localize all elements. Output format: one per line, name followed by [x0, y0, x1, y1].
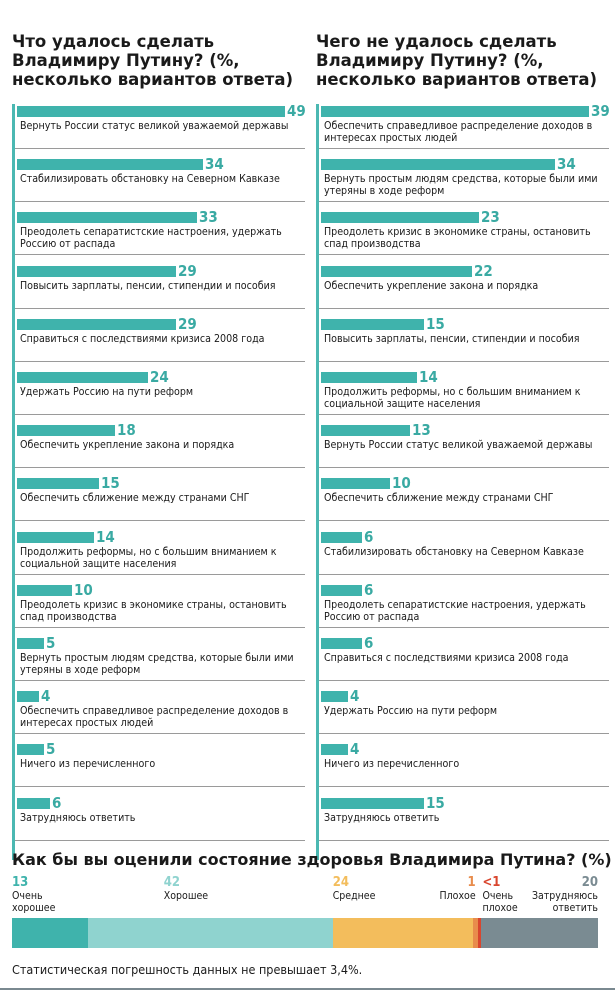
left-item	[15, 527, 307, 584]
left-bar	[17, 266, 176, 277]
health-value-label: 13	[12, 875, 29, 890]
left-item	[15, 261, 307, 318]
right-value-label: 10	[392, 474, 411, 493]
right-bar	[321, 212, 479, 223]
row-divider	[319, 148, 609, 149]
row-divider	[319, 786, 609, 787]
left-bar	[17, 372, 148, 383]
right-bar	[321, 478, 390, 489]
row-divider	[319, 201, 609, 202]
row-divider	[319, 361, 609, 362]
row-divider	[319, 680, 609, 681]
health-category-label: Очень хорошее	[12, 890, 56, 914]
left-value-label: 15	[101, 474, 120, 493]
row-divider	[15, 414, 305, 415]
right-category-label: Обеспечить сближение между странами СНГ	[324, 492, 554, 505]
right-category-label: Обеспечить укрепление закона и порядка	[324, 279, 539, 292]
health-segment	[333, 918, 473, 948]
right-bar	[321, 372, 417, 383]
bottom-divider	[0, 988, 615, 990]
footnote: Статистическая погрешность данных не превышает 3,4%.	[12, 962, 363, 977]
left-bar	[17, 798, 50, 809]
right-value-label: 23	[481, 208, 500, 227]
right-bar	[321, 266, 472, 277]
right-item	[319, 793, 611, 850]
right-value-label: 6	[364, 527, 374, 546]
right-item	[319, 261, 611, 318]
left-value-label: 14	[96, 527, 115, 546]
left-bar	[17, 425, 115, 436]
right-value-label: 6	[364, 580, 374, 599]
right-item	[319, 580, 611, 637]
row-divider	[15, 786, 305, 787]
left-item	[15, 155, 307, 211]
left-item	[15, 740, 307, 796]
left-item	[15, 793, 307, 850]
left-item	[15, 208, 307, 264]
left-value-label: 33	[199, 208, 218, 227]
right-category-label: Удержать Россию на пути реформ	[324, 705, 498, 718]
left-value-label: 29	[178, 261, 197, 280]
right-bar	[321, 532, 362, 543]
health-category-label: Хорошее	[163, 890, 209, 902]
row-divider	[319, 414, 609, 415]
left-item	[15, 474, 307, 530]
row-divider	[15, 467, 305, 468]
left-item	[15, 421, 307, 477]
row-divider	[15, 308, 305, 309]
right-category-label: Затрудняюсь ответить	[324, 811, 440, 824]
left-category-label: Вернуть России статус великой уважаемой державы	[20, 120, 289, 132]
left-category-label: Повысить зарплаты, пенсии, стипендии и пособия	[20, 279, 276, 292]
right-value-label: 39	[591, 102, 610, 120]
left-category-label: Стабилизировать обстановку на Северном Кавказе	[20, 173, 280, 186]
right-bar	[321, 744, 348, 755]
health-value-label: 42	[163, 875, 181, 890]
row-divider	[15, 733, 305, 734]
right-bar	[321, 425, 410, 436]
right-bar	[321, 798, 424, 809]
right-item	[319, 634, 611, 690]
row-divider	[319, 733, 609, 734]
left-category-label: Вернуть простым людям средства, которые были ими утеряны в ходе реформ	[20, 652, 294, 676]
right-value-label: 4	[350, 740, 360, 759]
right-bar	[321, 319, 424, 330]
row-divider	[15, 627, 305, 628]
left-item	[15, 580, 307, 637]
right-bar	[321, 691, 348, 702]
right-item	[319, 368, 611, 424]
left-category-label: Продолжить реформы, но с большим вниманием к социальной защите населения	[20, 545, 277, 570]
left-bar	[17, 159, 203, 170]
left-panel	[12, 32, 306, 824]
left-category-label: Преодолеть сепаратистские настроения, удержать Россию от распада	[20, 226, 282, 251]
right-chart-title: Чего не удалось сделать Владимиру Путину? (%, несколько вариантов ответа)	[316, 32, 598, 89]
left-value-label: 5	[46, 634, 56, 652]
right-item	[319, 740, 611, 796]
left-bar	[17, 319, 176, 330]
right-item	[319, 421, 611, 477]
row-divider	[319, 627, 609, 628]
health-value-label: 20	[581, 875, 598, 890]
row-divider	[15, 680, 305, 681]
row-divider	[319, 467, 609, 468]
right-category-label: Ничего из перечисленного	[324, 758, 460, 771]
health-segment	[88, 918, 333, 948]
right-category-label: Повысить зарплаты, пенсии, стипендии и пособия	[324, 332, 580, 345]
left-category-label: Обеспечить укрепление закона и порядка	[20, 439, 235, 452]
right-bar	[321, 106, 589, 117]
left-value-label: 4	[41, 687, 51, 706]
left-value-label: 49	[287, 102, 306, 120]
row-divider	[15, 361, 305, 362]
left-value-label: 5	[46, 740, 56, 759]
left-item	[15, 687, 307, 743]
right-bar-chart	[316, 104, 611, 860]
left-bar	[17, 585, 72, 596]
right-category-label: Вернуть простым людям средства, которые были ими утеряны в ходе реформ	[324, 173, 598, 198]
left-category-label: Затрудняюсь ответить	[20, 811, 136, 824]
right-item	[319, 155, 611, 211]
left-value-label: 24	[150, 368, 169, 386]
right-category-label: Преодолеть сепаратистские настроения, удержать Россию от распада	[324, 598, 586, 623]
right-category-label: Стабилизировать обстановку на Северном Кавказе	[324, 545, 584, 558]
health-value-label: 24	[332, 875, 349, 890]
row-divider	[15, 201, 305, 202]
left-bar	[17, 106, 285, 117]
health-category-label: Плохое	[439, 890, 476, 902]
left-value-label: 18	[117, 421, 136, 440]
health-category-label: Среднее	[332, 890, 376, 902]
right-value-label: 6	[364, 634, 374, 652]
right-item	[319, 687, 611, 743]
health-segment	[12, 918, 88, 948]
right-item	[319, 474, 611, 530]
left-category-label: Удержать Россию на пути реформ	[20, 386, 194, 398]
row-divider	[319, 308, 609, 309]
right-value-label: 13	[412, 421, 431, 440]
right-value-label: 15	[426, 793, 445, 812]
left-bar	[17, 532, 94, 543]
right-panel	[316, 32, 610, 824]
left-bar	[17, 212, 197, 223]
right-category-label: Справиться с последствиями кризиса 2008 года	[324, 652, 569, 664]
right-value-label: 34	[557, 155, 576, 174]
left-bar	[17, 478, 99, 489]
right-item	[319, 314, 611, 371]
health-value-label: 1	[467, 875, 476, 890]
health-category-label: Затрудняюсь ответить	[531, 890, 598, 914]
left-item	[15, 368, 307, 424]
left-bar	[17, 691, 39, 702]
right-bar	[321, 638, 362, 649]
right-item	[319, 527, 611, 584]
left-bar-chart	[12, 104, 307, 860]
left-category-label: Обеспечить справедливое распределение доходов в интересах простых людей	[20, 705, 289, 730]
health-stacked-bar	[12, 918, 598, 948]
right-value-label: 15	[426, 314, 445, 333]
right-value-label: 14	[419, 368, 438, 386]
health-value-label: <1	[482, 875, 501, 890]
health-category-label: Очень плохое	[482, 890, 518, 914]
right-value-label: 22	[474, 261, 493, 280]
left-item	[15, 314, 307, 371]
row-divider	[15, 254, 305, 255]
row-divider	[15, 574, 305, 575]
left-value-label: 29	[178, 314, 197, 333]
left-item	[15, 102, 307, 158]
right-item	[319, 102, 611, 158]
left-bar	[17, 638, 44, 649]
left-category-label: Ничего из перечисленного	[20, 758, 156, 771]
left-category-label: Справиться с последствиями кризиса 2008 года	[20, 332, 265, 345]
left-category-label: Обеспечить сближение между странами СНГ	[20, 492, 250, 505]
row-divider	[15, 520, 305, 521]
right-item	[319, 208, 611, 264]
left-value-label: 10	[74, 580, 93, 599]
left-item	[15, 634, 307, 690]
row-divider	[319, 254, 609, 255]
left-chart-title: Что удалось сделать Владимиру Путину? (%, несколько вариантов ответа)	[12, 32, 294, 89]
row-divider	[319, 574, 609, 575]
left-category-label: Преодолеть кризис в экономике страны, остановить спад производства	[20, 598, 287, 623]
right-category-label: Обеспечить справедливое распределение доходов в интересах простых людей	[324, 120, 593, 144]
right-bar	[321, 159, 555, 170]
right-category-label: Вернуть России статус великой уважаемой державы	[324, 439, 593, 452]
right-category-label: Продолжить реформы, но с большим вниманием к социальной защите населения	[324, 386, 581, 410]
right-category-label: Преодолеть кризис в экономике страны, остановить спад производства	[324, 226, 591, 251]
health-chart-title: Как бы вы оценили состояние здоровья Владимира Путина? (%)	[12, 850, 612, 869]
row-divider	[319, 840, 609, 841]
row-divider	[15, 148, 305, 149]
left-value-label: 34	[205, 155, 224, 174]
left-value-label: 6	[52, 793, 62, 812]
health-segment	[481, 918, 598, 948]
right-value-label: 4	[350, 687, 360, 706]
right-bar	[321, 585, 362, 596]
left-bar	[17, 744, 44, 755]
row-divider	[319, 520, 609, 521]
row-divider	[15, 840, 305, 841]
